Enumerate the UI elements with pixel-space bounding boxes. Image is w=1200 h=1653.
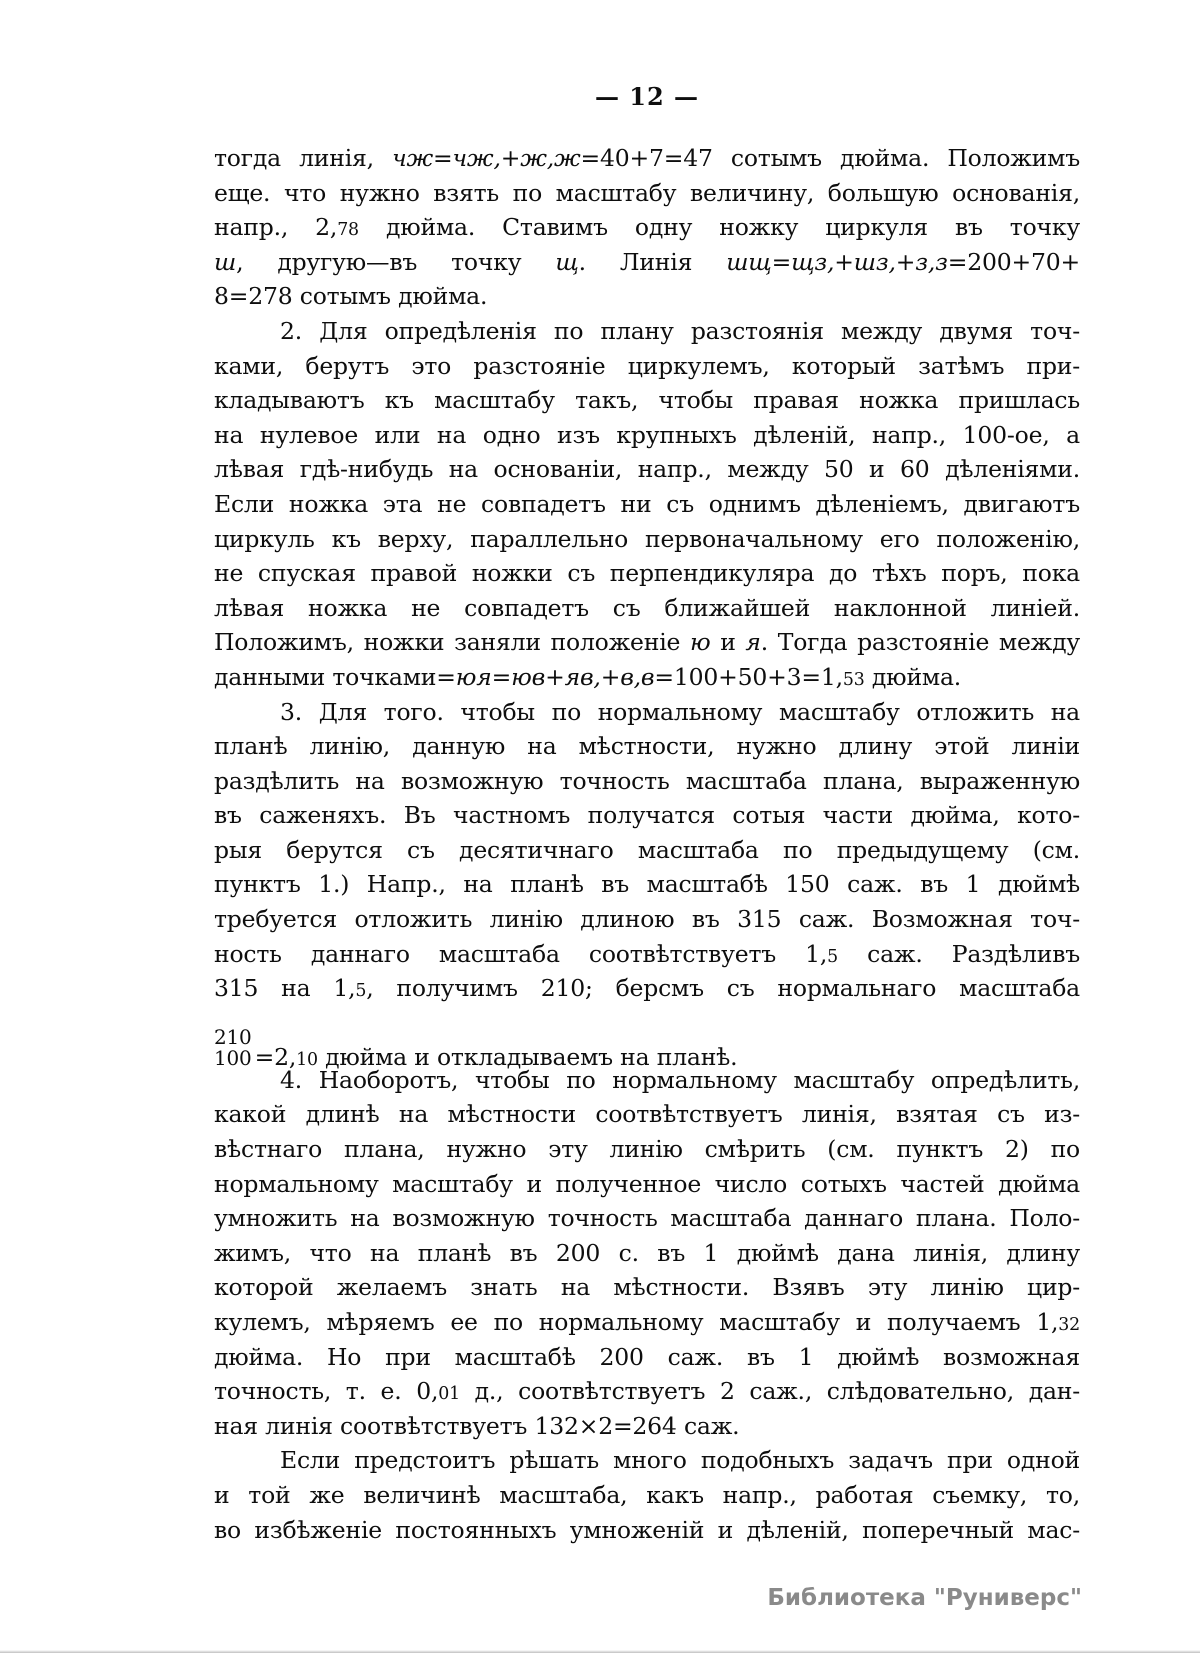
text-line: Положимъ, ножки заняли положеніе ю и я. Тогда разстояніе между — [214, 628, 1080, 657]
formula-line: 210 100 =2,10 дюйма и откладываемъ на планѣ. — [214, 1024, 738, 1071]
text-line: ш, другую—въ точку щ. Линія шщ=щз,+шз,+з,з=200+70+ — [214, 247, 1080, 276]
text-line: пунктъ 1.) Напр., на планѣ въ масштабѣ 150 саж. въ 1 дюймѣ — [214, 870, 1080, 899]
text-line: Если предстоитъ рѣшать много подобныхъ задачъ при одной — [280, 1446, 1080, 1475]
text-line: рыя берутся съ десятичнаго масштаба по предыдущему (см. — [214, 835, 1080, 864]
page-number-header: — 12 — — [594, 82, 700, 111]
text-line: тогда линія, чж=чж,+ж,ж=40+7=47 сотымъ дюйма. Положимъ — [214, 144, 1080, 172]
text-line: требуется отложить линію длиною въ 315 саж. Возможная точ- — [214, 905, 1080, 934]
text-line: 315 на 1,5, получимъ 210; берсмъ съ нормальнаго масштаба — [214, 974, 1080, 1003]
text-line: не спуская правой ножки съ перпендикуляра до тѣхъ поръ, пока — [214, 559, 1080, 588]
text-line: на нулевое или на одно изъ крупныхъ дѣленій, напр., 100-ое, а — [214, 420, 1080, 449]
text-line: вѣстнаго плана, нужно эту линію смѣрить (см. пунктъ 2) по — [214, 1135, 1080, 1164]
text-line: жимъ, что на планѣ въ 200 с. въ 1 дюймѣ дана линія, длину — [214, 1238, 1080, 1267]
text-line: какой длинѣ на мѣстности соотвѣтствуетъ линія, взятая съ из- — [214, 1100, 1080, 1129]
text-line: напр., 2,78 дюйма. Ставимъ одну ножку циркуля въ точку — [214, 213, 1080, 242]
text-line: которой желаемъ знать на мѣстности. Взявъ эту линію цир- — [214, 1273, 1080, 1302]
text-line: кладываютъ къ масштабу такъ, чтобы правая ножка пришлась — [214, 386, 1080, 415]
text-line: 2. Для опредѣленія по плану разстоянія между двумя точ- — [280, 316, 1080, 345]
text-line: еще. что нужно взять по масштабу величину, большую основанія, — [214, 178, 1080, 207]
library-watermark: Библиотека "Руниверс" — [767, 1585, 1082, 1611]
text-line: лѣвая гдѣ-нибудь на основаніи, напр., между 50 и 60 дѣленіями. — [214, 455, 1080, 484]
text-line: кулемъ, мѣряемъ ее по нормальному масштабу и получаемъ 1,32 — [214, 1308, 1080, 1336]
text-line: ность даннаго масштаба соотвѣтствуетъ 1,5 саж. Раздѣливъ — [214, 939, 1080, 968]
text-line: 4. Наоборотъ, чтобы по нормальному масштабу опредѣлить, — [280, 1065, 1080, 1094]
text-block — [214, 141, 1080, 1547]
text-line: точность, т. е. 0,01 д., соотвѣтствуетъ 2 саж., слѣдовательно, дан- — [214, 1377, 1080, 1406]
text-line: ная линія соотвѣтствуетъ 132×2=264 саж. — [214, 1411, 740, 1440]
text-line: планѣ линію, данную на мѣстности, нужно длину этой линіи — [214, 732, 1080, 761]
text-line: нормальному масштабу и полученное число сотыхъ частей дюйма — [214, 1169, 1080, 1198]
text-line: лѣвая ножка не совпадетъ съ ближайшей наклонной линіей. — [214, 593, 1080, 622]
text-line: 3. Для того. чтобы по нормальному масштабу отложить на — [280, 697, 1080, 726]
text-line: ками, берутъ это разстояніе циркулемъ, который затѣмъ при- — [214, 351, 1080, 380]
text-line: 8=278 сотымъ дюйма. — [214, 282, 488, 311]
text-line: и той же величинѣ масштаба, какъ напр., работая съемку, то, — [214, 1480, 1080, 1509]
text-line: въ саженяхъ. Въ частномъ получатся сотыя части дюйма, кото- — [214, 801, 1080, 830]
text-line: умножить на возможную точность масштаба даннаго плана. Поло- — [214, 1204, 1080, 1233]
text-line: во избѣженіе постоянныхъ умноженій и дѣленій, поперечный мас- — [214, 1515, 1080, 1544]
text-line: циркуль къ верху, параллельно первоначальному его положенію, — [214, 524, 1080, 553]
text-line: раздѣлить на возможную точность масштаба плана, выраженную — [214, 766, 1080, 795]
fraction: 210 100 — [214, 1024, 252, 1070]
text-line: дюйма. Но при масштабѣ 200 саж. въ 1 дюймѣ возможная — [214, 1342, 1080, 1371]
text-line: данными точками=юя=юв+яв,+в,в=100+50+3=1,53 дюйма. — [214, 662, 962, 691]
text-line: Если ножка эта не совпадетъ ни съ однимъ дѣленіемъ, двигаютъ — [214, 489, 1080, 518]
